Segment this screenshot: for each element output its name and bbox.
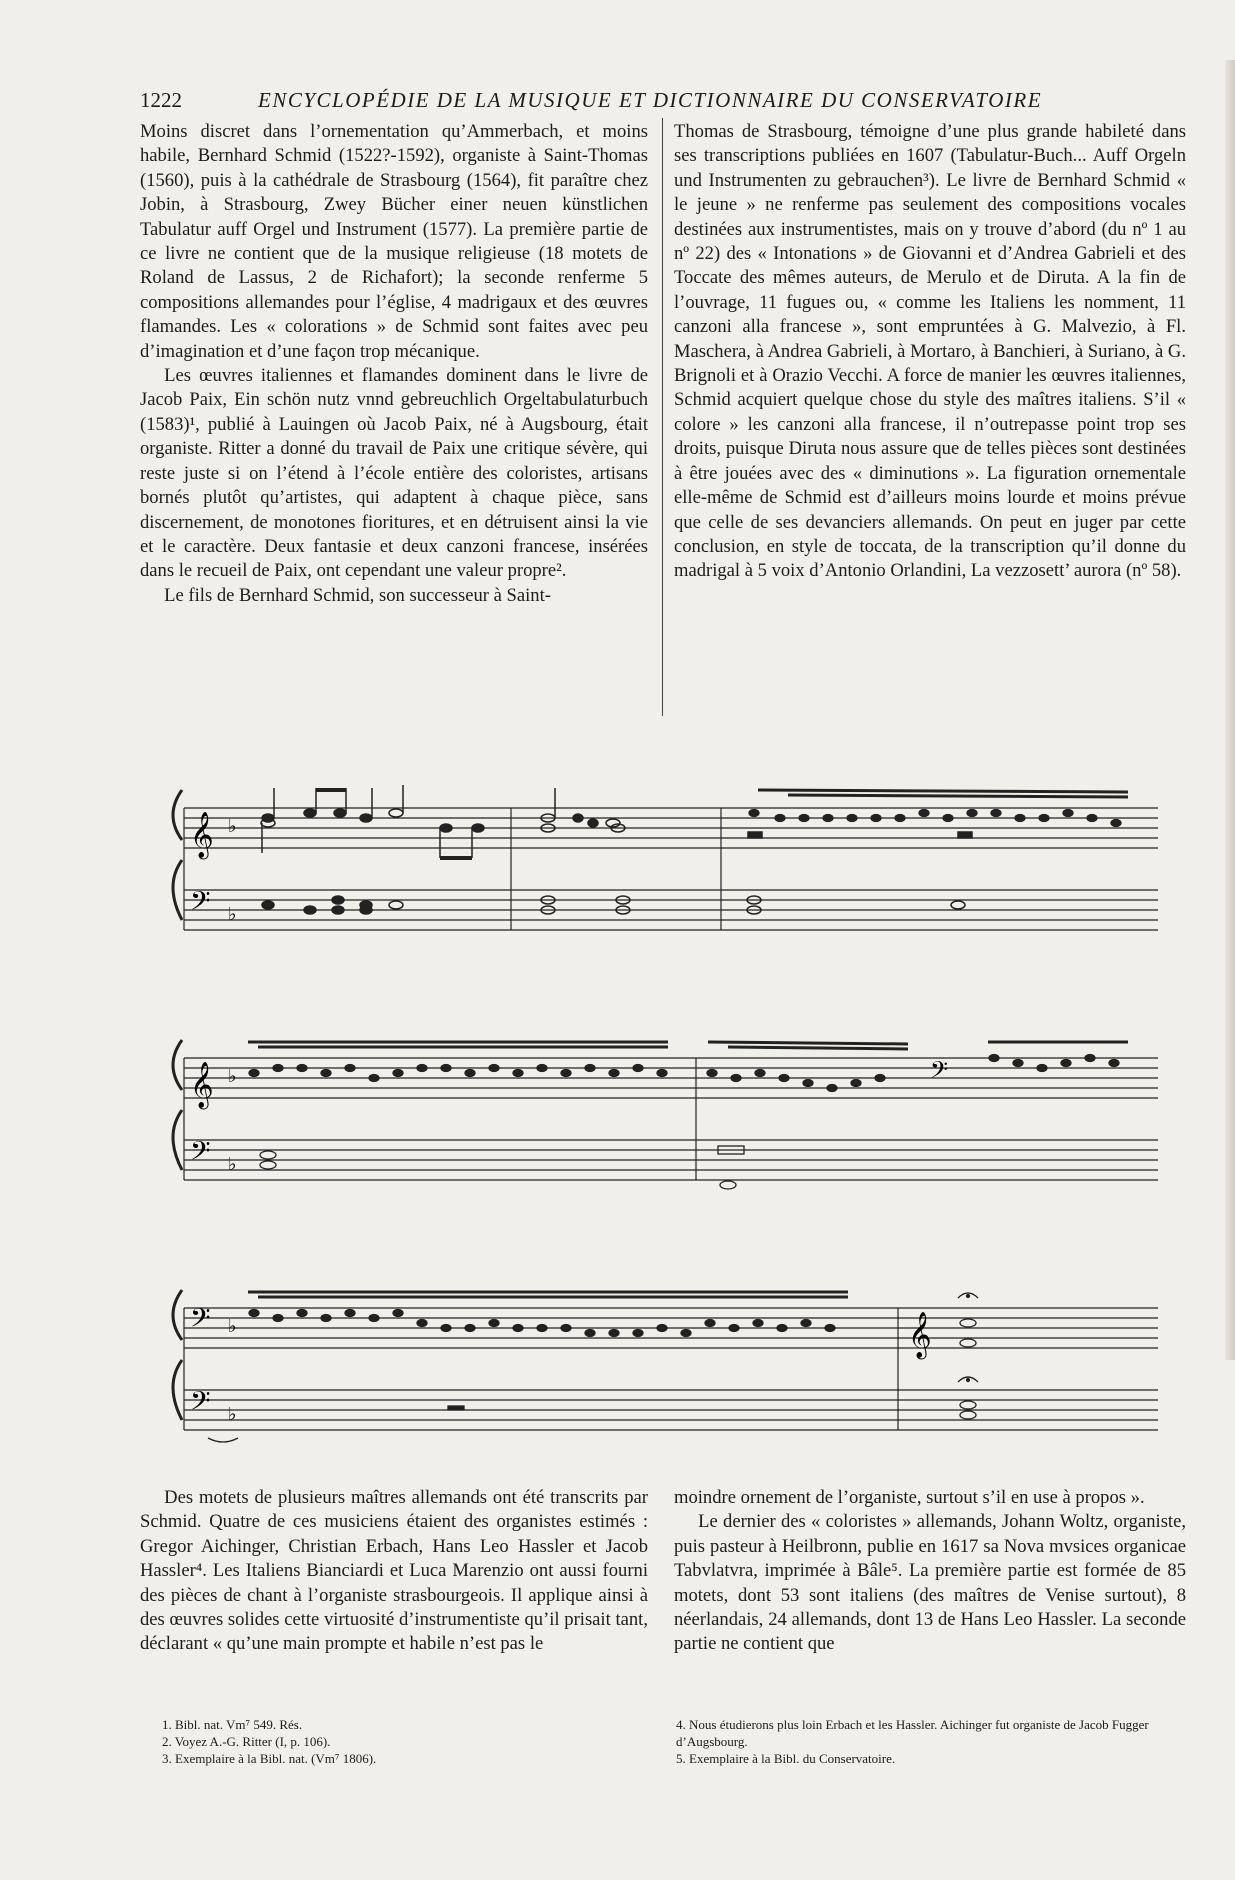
footnotes-left bbox=[162, 1716, 642, 1767]
paragraph: Moins discret dans l’ornementation qu’Ammerbach, et moins habile, Bernhard Schmid (1522?-1592), organiste à Saint-Thomas (1560), puis à la cathédrale de Strasbourg (1564), fit paraître chez Jobin, à Strasbourg, Zwey Bücher einer neuen künstlichen Tabulatur auff Orgel und Instrument (1577). La première partie de ce livre ne contient que de la musique religieuse (18 motets de Roland de Lassus, 2 de Richafort); la seconde renferme 5 compositions allemandes pour l’église, 4 madrigaux et des œuvres flamandes. Les « colorations » de Schmid sont faites avec peu d’imagination et d’une façon trop mécanique. bbox=[140, 121, 648, 362]
music-system-2 bbox=[168, 1020, 1158, 1195]
paragraph: Thomas de Strasbourg, témoigne d’une plus grande habileté dans ses transcriptions publiées en 1607 (Tabulatur-Buch... Auff Orgeln und Instrumenten zu gebrauchen³). Le livre de Bernhard Schmid « le jeune » ne renferme pas seulement des compositions vocales destinées aux instrumentistes, mais on y trouve d’abord (du nº 1 au nº 22) des « Intonations » de Giovanni et d’Andrea Gabrieli et des Toccate des mêmes auteurs, de Merulo et de Diruta. A la fin de l’ouvrage, 11 fugues ou, « comme les Italiens les nomment, 11 canzoni alla francese », sont empruntées à G. Malvezio, à Fl. Maschera, à Andrea Gabrieli, à Mortaro, à Banchieri, à Suriano, à G. Brignoli et à Orazio Vecchi. A force de manier les œuvres italiennes, Schmid acquiert quelque chose du style des maîtres italiens. S’il « colore » les canzoni alla francese, il n’outrepasse point trop ses droits, puisque Diruta nous assure que de telles pièces sont destinées à être jouées avec des « diminutions ». La figuration ornementale elle-même de Schmid est d’ailleurs moins lourde et moins prévue que celle de ses devanciers allemands. On peut en juger par cette conclusion, en style de toccata, de la transcription qu’il donne du madrigal à 5 voix d’Antonio Orlandini, La vezzosett’ aurora (nº 58). bbox=[674, 121, 1186, 582]
bass-clef-icon: 𝄢 bbox=[930, 1056, 949, 1089]
footnote: 1. Bibl. nat. Vm⁷ 549. Rés. bbox=[162, 1717, 303, 1732]
paragraph: Le dernier des « coloristes » allemands, Johann Woltz, organiste, puis pasteur à Heilbronn, publie en 1617 sa Nova mvsices organicae Tabvlatvra, imprimée à Bâle⁵. La première partie est formée de 85 motets, dont 53 sont italiens (des maîtres de Venise surtout), 8 néerlandais, 24 allemands, dont 13 de Hans Leo Hassler. La seconde partie ne contient que bbox=[674, 1511, 1186, 1655]
running-header bbox=[140, 88, 1070, 116]
paragraph: Des motets de plusieurs maîtres allemands ont été transcrits par Schmid. Quatre de ces musiciens étaient des organistes estimés : Gregor Aichinger, Christian Erbach, Hans Leo Hassler et Jacob Hassler⁴. Les Italiens Bianciardi et Luca Marenzio ont aussi fourni des pièces de chant à l’organiste strasbourgeois. Il applique ainsi à des œuvres solides cette virtuosité d’instrumentiste qu’il prisait tant, déclarant « qu’une main prompte et habile n’est pas le bbox=[140, 1487, 648, 1655]
running-title: ENCYCLOPÉDIE DE LA MUSIQUE ET DICTIONNAIRE DU CONSERVATOIRE bbox=[258, 88, 1043, 112]
footnotes-right bbox=[676, 1716, 1186, 1767]
footnote: 4. Nous étudierons plus loin Erbach et les Hassler. Aichinger fut organiste de Jacob Fugger d’Augsbourg. bbox=[676, 1717, 1149, 1749]
svg-text:♭: ♭ bbox=[228, 904, 237, 925]
right-column-top bbox=[674, 120, 1186, 584]
bass-clef-icon: 𝄢 bbox=[190, 1302, 211, 1340]
bass-clef-icon: 𝄢 bbox=[190, 1385, 211, 1423]
svg-text:♭: ♭ bbox=[228, 1154, 237, 1175]
page-number: 1222 bbox=[140, 88, 182, 112]
footnote: 2. Voyez A.-G. Ritter (I, p. 106). bbox=[162, 1734, 331, 1749]
paragraph: Les œuvres italiennes et flamandes dominent dans le livre de Jacob Paix, Ein schön nutz vnnd gebreuchlich Orgeltabulaturbuch (1583)¹, publié à Lauingen où Jacob Paix, né à Augsbourg, était organiste. Ritter a donné du travail de Paix une critique sévère, qui reste juste si on l’étend à l’école entière des coloristes, artisans bornés plutôt qu’artistes, qui adaptent à chaque pièce, sans discernement, de monotones fioritures, et en détruisent ainsi la vie et le caractère. Deux fantasie et deux canzoni francese, insérées dans le recueil de Paix, ont cependant une valeur propre². bbox=[140, 365, 648, 582]
footnote: 5. Exemplaire à la Bibl. du Conservatoire. bbox=[676, 1751, 896, 1766]
paragraph: moindre ornement de l’organiste, surtout s’il en use à propos ». bbox=[674, 1487, 1145, 1508]
page-edge bbox=[1225, 60, 1235, 1360]
bass-clef-icon: 𝄢 bbox=[190, 1135, 211, 1173]
left-column-bottom bbox=[140, 1486, 648, 1657]
treble-clef-icon: 𝄞 bbox=[908, 1312, 932, 1358]
svg-text:♭: ♭ bbox=[228, 1316, 237, 1337]
music-system-1 bbox=[168, 770, 1158, 945]
column-divider bbox=[662, 118, 663, 716]
right-column-bottom bbox=[674, 1486, 1186, 1657]
footnote: 3. Exemplaire à la Bibl. nat. (Vm⁷ 1806). bbox=[162, 1751, 377, 1766]
left-column-top bbox=[140, 120, 648, 608]
svg-text:♭: ♭ bbox=[228, 816, 237, 837]
paragraph: Le fils de Bernhard Schmid, son successeur à Saint- bbox=[164, 584, 551, 606]
bass-clef-icon: 𝄢 bbox=[190, 885, 211, 923]
music-system-3 bbox=[168, 1270, 1158, 1445]
treble-clef-icon: 𝄞 bbox=[190, 1062, 214, 1108]
treble-clef-icon: 𝄞 bbox=[190, 812, 214, 858]
svg-text:♭: ♭ bbox=[228, 1404, 237, 1425]
svg-text:♭: ♭ bbox=[228, 1066, 237, 1087]
